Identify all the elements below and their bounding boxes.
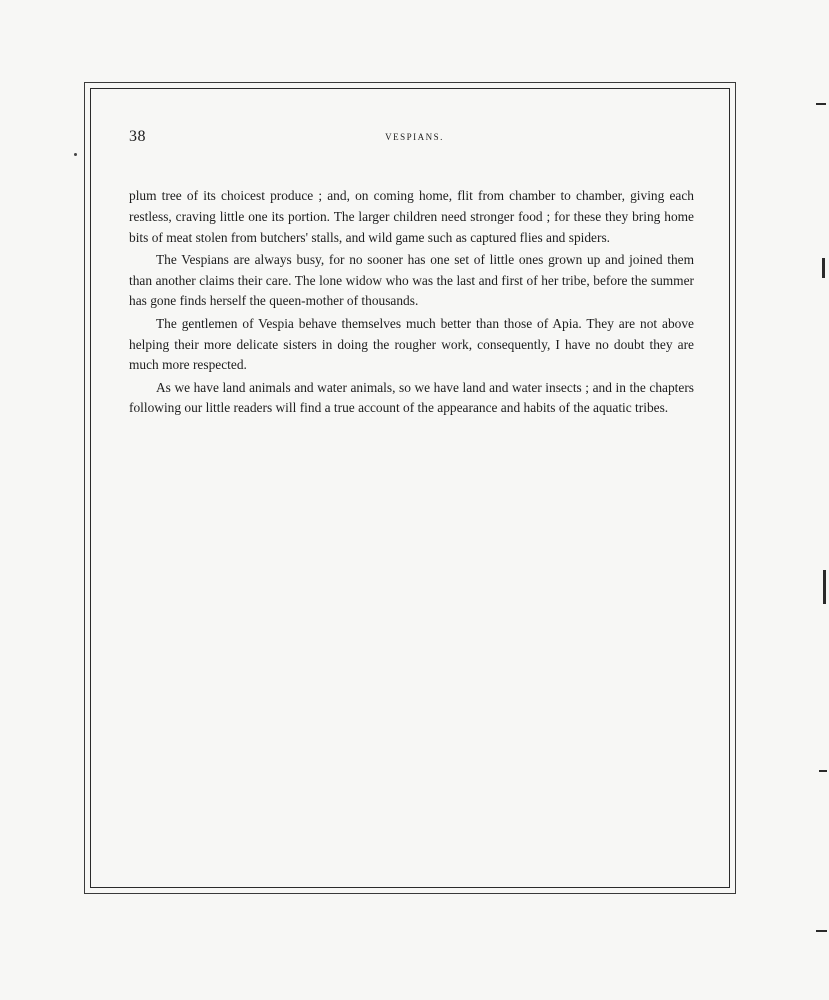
scan-edge-mark-middle [823, 570, 826, 604]
scan-edge-mark-lower [819, 770, 827, 772]
body-text [129, 186, 694, 421]
paragraph-4: As we have land animals and water animals, so we have land and water insects ; and in the chapters following our little readers will find a true account of the appearance and habits of the aquatic tribes. [129, 379, 694, 416]
paragraph-1: plum tree of its choicest produce ; and, on coming home, flit from chamber to chamber, giving each restless, craving little one its portion. The larger children need stronger food ; for these they bring home bits of meat stolen from butchers' stalls, and wild game such as captured flies and spiders. [129, 188, 694, 245]
scan-edge-mark-top [816, 103, 826, 105]
paragraph-2: The Vespians are always busy, for no sooner has one set of little ones grown up and joined them than another claims their care. The lone widow who was the last and first of her tribe, before the summer has gone finds herself the queen-mother of thousands. [129, 251, 694, 309]
paragraph-3: The gentlemen of Vespia behave themselves much better than those of Apia. They are not above helping their more delicate sisters in doing the rougher work, consequently, I have no doubt they are much more respected. [129, 315, 694, 373]
scan-edge-mark-bottom [816, 930, 827, 932]
scan-speck [74, 153, 77, 156]
scan-edge-mark-upper [822, 258, 825, 278]
running-title: VESPIANS. [385, 132, 444, 142]
page-number: 38 [129, 128, 146, 145]
